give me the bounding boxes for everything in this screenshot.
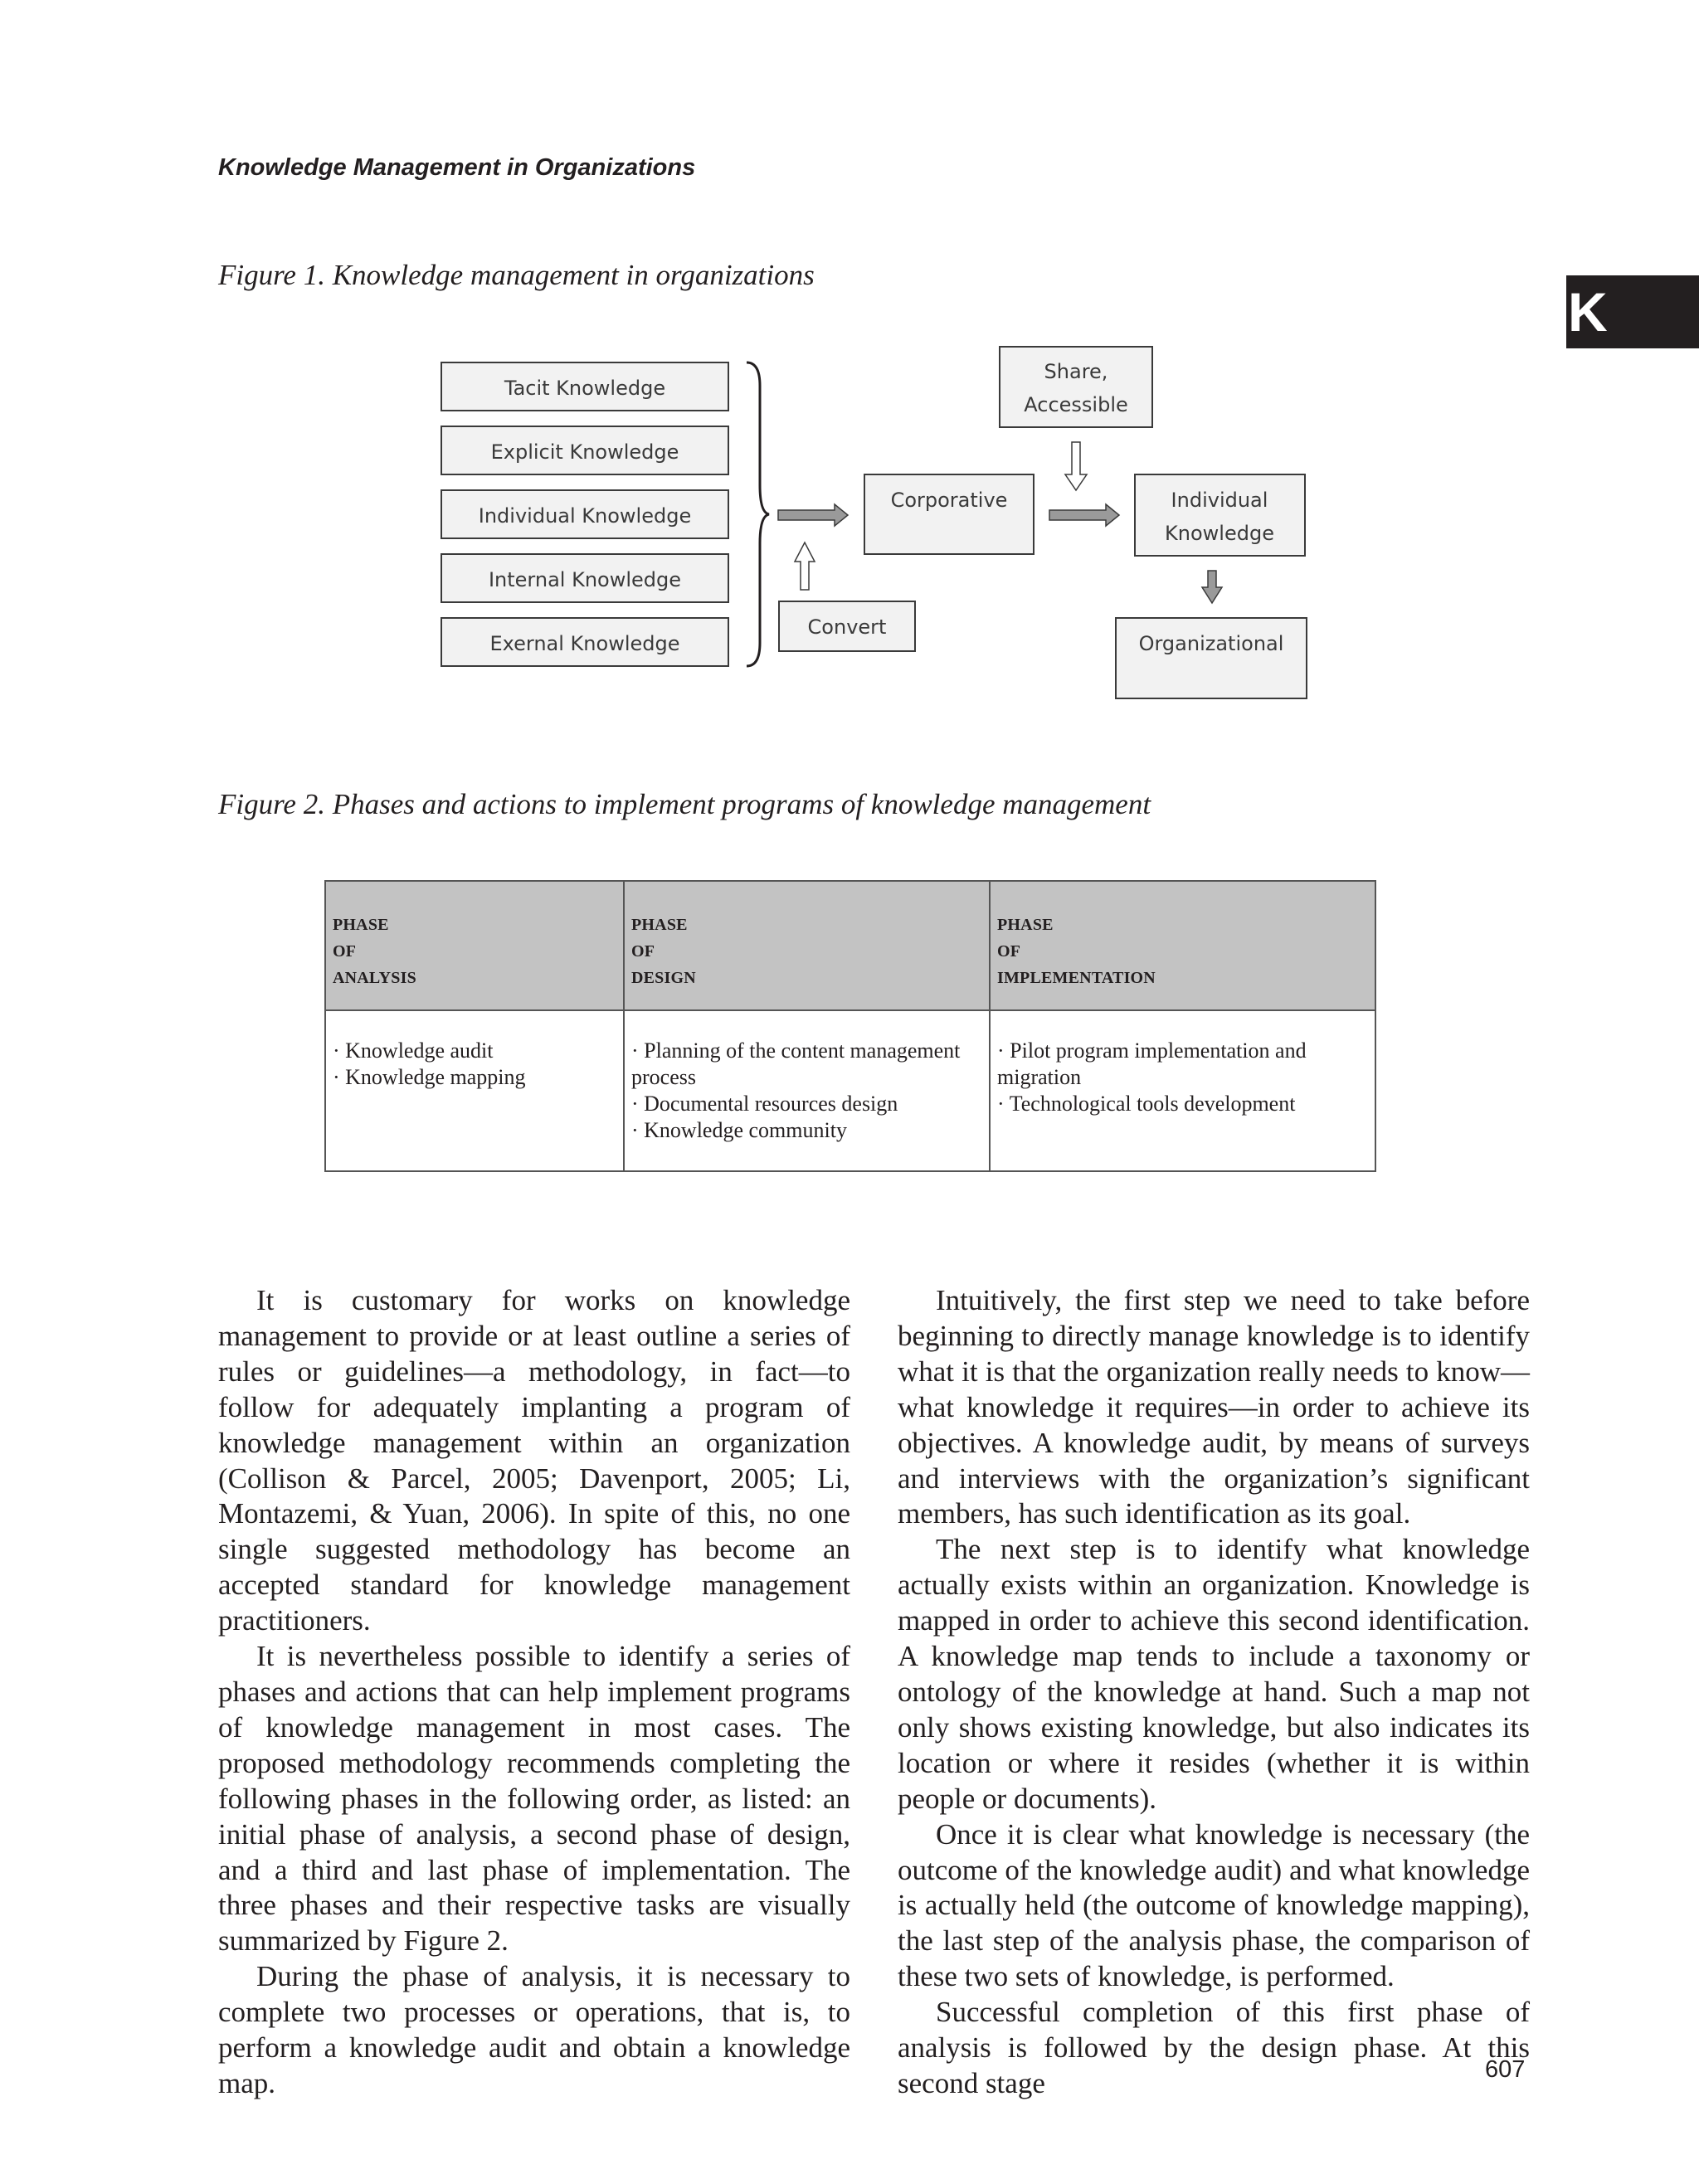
paragraph: Intuitively, the first step we need to take before beginning to directly manage knowledge is to identify what it is that the organization really needs to know—what knowledge it requires—in order to achieve its objectives. A knowledge audit, by means of surveys and interviews with the organization’s significant members, has such identification as its goal. <box>898 1284 1530 1530</box>
figure2-caption: Figure 2. Phases and actions to implement programs of knowledge management <box>218 788 1151 820</box>
arrow-right-2 <box>1049 504 1119 526</box>
label-external: Exernal Knowledge <box>489 632 680 655</box>
label-individual: Individual Knowledge <box>478 504 692 528</box>
figure1-diagram <box>0 0 1699 730</box>
arrow-down-hollow <box>1065 442 1087 490</box>
header-analysis: PHASE OF ANALYSIS <box>325 881 624 1010</box>
arrow-right-1 <box>778 504 848 526</box>
page-number: 607 <box>1485 2056 1526 2083</box>
label-corporative: Corporative <box>890 489 1008 512</box>
cell-implementation: · Pilot program implementation and migration · Technological tools development <box>990 1010 1375 1171</box>
curly-brace <box>747 362 769 666</box>
arrow-up-hollow <box>795 542 815 590</box>
body-column-left <box>218 1283 850 2102</box>
label-convert: Convert <box>807 615 887 639</box>
label-share: Share, <box>1044 360 1108 383</box>
label-individual-right-1: Individual <box>1171 489 1268 512</box>
box-corporative <box>864 474 1034 554</box>
label-organizational: Organizational <box>1138 632 1284 655</box>
cell-analysis: · Knowledge audit · Knowledge mapping <box>325 1010 624 1171</box>
label-accessible: Accessible <box>1024 393 1128 416</box>
label-tacit: Tacit Knowledge <box>504 377 666 400</box>
cell-design: · Planning of the content management process · Documental resources design · Knowledge community <box>624 1010 990 1171</box>
paragraph: Once it is clear what knowledge is necessary (the outcome of the knowledge audit) and what knowledge is actually held (the outcome of knowledge mapping), the last step of the analysis phase, the comparison of these two sets of knowledge, is performed. <box>898 1817 1530 1993</box>
paragraph: It is nevertheless possible to identify a series of phases and actions that can help implement programs of knowledge management in most cases. The proposed methodology recommends completing the following phases in the following order, as listed: an initial phase of analysis, a second phase of design, and a third and last phase of implementation. The three phases and their respective tasks are visually summarized by Figure 2. <box>218 1640 850 1958</box>
label-individual-right-2: Knowledge <box>1165 522 1274 545</box>
body-column-right <box>898 1283 1530 2102</box>
header-implementation: PHASE OF IMPLEMENTATION <box>990 881 1375 1010</box>
phase-table <box>324 880 1376 1172</box>
label-internal: Internal Knowledge <box>488 568 682 591</box>
running-head: Knowledge Management in Organizations <box>218 154 696 181</box>
section-tab: K <box>1566 275 1699 348</box>
paragraph: Successful completion of this first phase of analysis is followed by the design phase. At this second stage <box>898 1996 1530 2099</box>
paragraph: During the phase of analysis, it is necessary to complete two processes or operations, that is, to perform a knowledge audit and obtain a knowledge map. <box>218 1960 850 2099</box>
label-explicit: Explicit Knowledge <box>490 440 679 464</box>
paragraph: The next step is to identify what knowledge actually exists within an organization. Knowledge is mapped in order to achieve this second identification. A knowledge map tends to include a taxonomy or ontology of the knowledge at hand. Such a map not only shows existing knowledge, but also indicates its location or where it resides (whether it is within people or documents). <box>898 1533 1530 1815</box>
header-design: PHASE OF DESIGN <box>624 881 990 1010</box>
box-organizational <box>1116 618 1307 698</box>
arrow-down-filled <box>1202 571 1222 603</box>
paragraph: It is customary for works on knowledge management to provide or at least outline a series of rules or guidelines—a methodology, in fact—to follow for adequately implanting a program of knowledge management within an organization (Collison & Parcel, 2005; Davenport, 2005; Li, Montazemi, & Yuan, 2006). In spite of this, no one single suggested methodology has become an accepted standard for knowledge management practitioners. <box>218 1284 850 1637</box>
figure1-caption: Figure 1. Knowledge management in organizations <box>218 259 815 291</box>
